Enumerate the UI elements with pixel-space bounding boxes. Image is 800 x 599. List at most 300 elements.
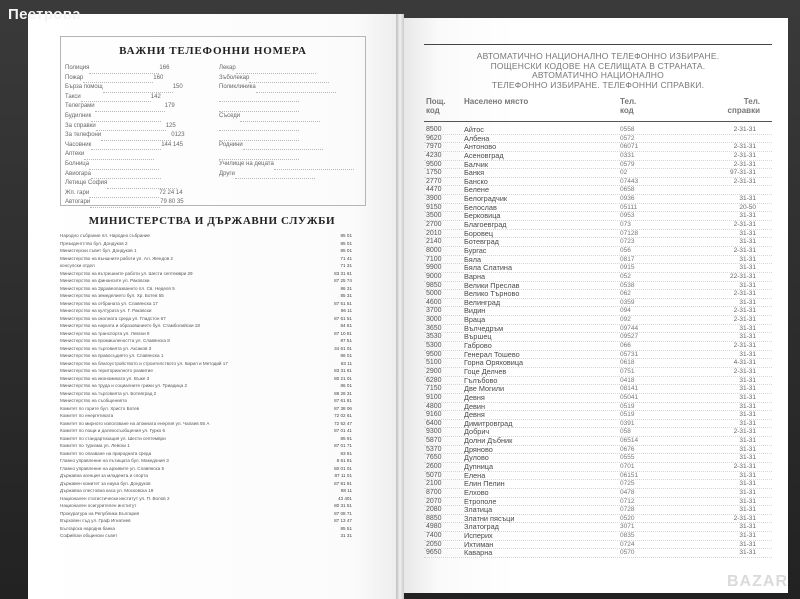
postal-code: 2600 [426,462,442,470]
tel-inquiry: 31-31 [739,195,756,203]
tel-inquiry: 31-31 [739,549,756,557]
tel-inquiry: 20-50 [739,203,756,211]
postal-header [424,52,772,90]
ministry-row [60,442,364,450]
postal-code: 7150 [426,385,442,393]
ministry-phone: 71 41 [340,255,352,261]
postal-code: 9620 [426,134,442,142]
ministry-phone: 87 25 74 [334,278,352,283]
ministry-phone: 87 10 81 [334,330,352,336]
tel-code: 05111 [620,203,638,211]
tel-inquiry: 31-31 [739,255,756,263]
tel-code: 0915 [620,264,635,272]
phone-row [65,93,205,103]
city-name: Елена [464,470,486,480]
tel-code: 056 [620,246,631,254]
postal-code: 9150 [426,203,442,211]
tel-code: 3071 [620,523,635,531]
book-spine [396,14,404,599]
phone-label: За телефони [65,132,102,139]
tel-inquiry: 31-31 [739,376,756,384]
ministry-row [60,262,364,270]
postal-code: 2050 [426,540,442,548]
phone-label: Авиогара [65,170,91,177]
tel-inquiry: 2-31-31 [733,160,756,168]
ministry-phone: 87 61 81 [334,398,352,403]
ministry-phone: 87 13 47 [334,518,352,523]
ministry-name: Министерство на вътрешните работи ул. Шести септември 29 [60,270,193,276]
ministry-name: Министерство на културата ул. Г. Раковски [60,308,152,313]
ministry-row [60,420,364,428]
ministry-row [60,315,364,323]
phone-label: За справки [65,122,96,129]
postal-code: 2770 [426,177,442,185]
tel-code: 0558 [620,126,635,133]
tel-code: 09744 [620,324,639,332]
postal-code: 7400 [426,532,442,540]
tel-inquiry: 31-31 [739,393,756,401]
tel-inquiry: 22-31-31 [729,272,756,280]
tel-code: 0570 [620,549,635,557]
city-name: Златни пясъци [464,513,515,523]
city-name: Албена [464,133,490,143]
city-name: Велинград [464,297,501,307]
tel-code: 07128 [620,229,639,237]
postal-code: 2900 [426,367,442,375]
phone-row [65,122,205,132]
tel-code: 0359 [620,298,635,306]
phone-list-left [65,64,205,208]
ministry-phone: 86 31 [340,285,352,291]
ministry-row [60,472,364,480]
ministry-phone: 86 01 [340,353,352,358]
tel-code: 07443 [620,177,639,185]
postal-code: 8850 [426,514,442,522]
tel-inquiry: 2-31-31 [733,126,756,133]
phone-row [65,198,205,208]
tel-code: 0725 [620,480,635,488]
city-name: Дряново [464,444,493,454]
ministry-name: Министерство на отбраната ул. Славянска 17 [60,300,158,306]
ministry-name: Комитет по стандартизация ул. Шести септември [60,435,166,441]
city-name: Белоградчик [464,194,508,204]
tel-inquiry: 31-31 [739,411,756,419]
ministry-name: Комитет по пощи и далекосъобщения ул. Гурко 6 [60,428,166,433]
tel-code: 062 [620,290,631,298]
city-name: Антоново [464,142,497,152]
tel-code: 0835 [620,532,635,540]
phone-label: Болница [65,160,90,167]
tel-inquiry: 2-31-31 [733,367,756,375]
ministry-row [60,397,364,405]
postal-code: 9160 [426,411,442,419]
phone-label: Телеграми [65,103,95,110]
phone-label: Бърза помощ [65,84,103,91]
tel-code: 09527 [620,333,639,341]
postal-code: 5100 [426,359,442,367]
phone-label: Пожар [65,74,84,81]
ministry-phone: 86 01 [340,383,352,388]
ministry-name: Министерство на труда и социалните грижи ул. Триадица 2 [60,383,187,388]
city-name: Долни Дъбник [464,436,513,446]
ministry-name: Министерство на търговията ул. Аксаков 3 [60,345,152,351]
ministry-phone: 86 11 [340,308,352,313]
ministry-name: консулски отдел [60,263,95,268]
ministry-phone: 80 01 01 [334,465,352,471]
phone-label: Часовник [65,141,92,148]
tel-code: 092 [620,316,631,324]
ministry-phone: 8 61 81 [336,458,352,463]
city-name: Айтос [464,125,484,134]
ministry-row [60,405,364,413]
tel-code: 0658 [620,186,635,194]
tel-code: 0418 [620,376,635,384]
ministry-name: Министерство на правосъдието ул. Славянска 1 [60,353,164,358]
postal-code: 7970 [426,143,442,151]
ministry-name: Министерски съвет бул. Дондуков 1 [60,248,137,253]
city-name: Балчик [464,159,489,169]
postal-code: 3650 [426,324,442,332]
phone-value: 166 [159,65,170,71]
tel-inquiry: 31-31 [739,229,756,237]
ministry-phone: 84 81 [340,323,352,328]
tel-code: 094 [620,307,631,315]
city-name: Белене [464,185,490,195]
ministry-row [60,240,364,248]
ministries-title: МИНИСТЕРСТВА И ДЪРЖАВНИ СЛУЖБИ [88,215,336,227]
tel-code: 0520 [620,514,635,522]
ministry-name: Министерство на териториалното развитие [60,368,153,373]
postal-code: 5370 [426,445,442,453]
phone-row [65,141,205,151]
phone-row [219,160,361,170]
phone-value: 125 [165,122,176,129]
tel-inquiry: 31-31 [739,488,756,496]
tel-code: 05731 [620,350,639,358]
city-name: Димитровград [464,418,513,428]
tel-code: 0712 [620,497,635,505]
tel-code: 02 [620,169,628,177]
ministry-phone: 85 91 [340,435,352,441]
ministry-row [60,495,364,503]
phone-row [65,102,205,112]
ministry-phone: 85 01 [340,240,352,246]
tel-code: 052 [620,272,631,280]
tel-code: 066 [620,342,631,350]
tel-inquiry: 31-31 [739,281,756,289]
city-name: Бяла [464,254,482,264]
tel-inquiry: 31-31 [739,454,756,462]
phone-row [219,141,361,151]
postal-code: 9500 [426,160,442,168]
postal-code: 6400 [426,419,442,427]
phone-row [219,83,361,93]
table-row [424,549,772,558]
city-name: Гоце Делчев [464,366,507,376]
postal-code: 9000 [426,272,442,280]
ministry-phone: 87 38 06 [334,405,352,411]
postal-code: 3900 [426,195,442,203]
phone-label: Други [219,170,235,177]
ministry-name: Министерство на икономиката ул. Въже 3 [60,375,150,381]
ministry-name: Министерство на съобщенията [60,398,127,403]
tel-inquiry: 2-31-31 [733,290,756,298]
phone-row [65,74,205,84]
phone-label: Зъболекар [219,74,250,81]
city-name: Златоград [464,522,499,532]
postal-code: 9100 [426,393,442,401]
tel-code: 0817 [620,255,635,263]
tel-inquiry: 31-31 [739,324,756,332]
ministry-row [60,360,364,368]
postal-code: 4600 [426,298,442,306]
tel-inquiry: 97-31-31 [729,169,756,177]
tel-code: 0728 [620,506,635,514]
ministry-name: Главно управление на архивите ул. Славянска 5 [60,465,165,471]
phone-row [65,170,205,180]
ministries-list [60,232,364,540]
ministry-name: Министерство на промишлеността ул. Славянска 8 [60,338,170,343]
city-name: Бяла Слатина [464,263,513,273]
tel-code: 08141 [620,385,639,393]
tel-code: 0519 [620,402,635,410]
ministry-name: Национален статистически институт ул. П. Волов 2 [60,495,170,501]
city-name: Белослав [464,202,497,212]
postal-code: 9500 [426,350,442,358]
tel-inquiry: 31-31 [739,402,756,410]
phone-row [219,112,361,122]
ministry-phone: 87 81 91 [334,480,352,486]
tel-code: 0618 [620,359,635,367]
phone-label: Аптеки [65,151,85,158]
postal-header-line: АВТОМАТИЧНО НАЦИОНАЛНО [532,70,664,81]
city-name: Берковица [464,211,501,221]
tel-inquiry: 31-31 [739,523,756,531]
city-name: Вършец [464,332,492,342]
tel-inquiry: 31-31 [739,437,756,445]
ministry-name: Държавна агенция за младежта и спорта [60,473,148,478]
postal-code: 3530 [426,333,442,341]
ministry-row [60,232,364,240]
ministry-row [60,255,364,263]
ministry-row [60,412,364,420]
tel-inquiry: 31-31 [739,480,756,488]
postal-code: 2140 [426,238,442,246]
ministry-row [60,375,364,383]
ministry-name: Комитет по мирното използване на атомната енергия ул. Чапаев 55 А [60,420,210,426]
tel-inquiry: 31-31 [739,506,756,514]
phone-row [219,64,361,74]
phone-row [65,83,205,93]
ministry-phone: 72 02 61 [334,413,352,418]
tel-code: 0519 [620,411,635,419]
bazar-logo [727,573,788,591]
ministry-phone: 85 01 [340,248,352,253]
phone-list-right [219,64,361,179]
ministry-phone: 80 21 01 [334,375,352,381]
ministry-row [60,427,364,435]
postal-code: 9650 [426,549,442,557]
tel-inquiry: 2-31-31 [733,246,756,254]
phone-row [219,150,361,160]
city-name: Добрич [464,427,490,437]
phone-row [219,102,361,112]
city-name: Каварна [464,548,493,558]
tel-code: 0751 [620,367,635,375]
tel-code: 06151 [620,471,639,479]
ministry-phone: 87 51 51 [334,300,352,306]
tel-code: 0701 [620,462,635,470]
ministry-phone: 72 62 47 [334,420,352,426]
ministry-row [60,390,364,398]
tel-code: 0723 [620,238,635,246]
city-name: Видин [464,306,486,316]
tel-inquiry: 31-31 [739,385,756,393]
phone-value: 144 145 [161,141,183,148]
ministry-name: Главно управление на пътищата бул. Македония 3 [60,458,169,463]
ministry-row [60,510,364,518]
ministry-name: Министерство на търговията ул. Ботевград 2 [60,390,157,396]
tel-inquiry: 2-31-31 [733,177,756,185]
tel-inquiry: 31-31 [739,497,756,505]
phone-value: 72 24 14 [159,189,183,196]
ministry-phone: 71 31 [340,263,352,268]
city-name: Ихтиман [464,539,494,549]
ministry-name: Министерство на благоустройството и строителството ул. Кирил и Методий 17 [60,360,228,366]
postal-code: 8700 [426,488,442,496]
postal-header-line: ПОЩЕНСКИ КОДОВЕ НА СЕЛИЩАТА В СТРАНАТА. [490,60,706,71]
postal-header-line: АВТОМАТИЧНО НАЦИОНАЛНО ТЕЛЕФОННО ИЗБИРАНЕ. [476,51,720,61]
postal-code: 5000 [426,290,442,298]
ministry-row [60,300,364,308]
postal-code: 5070 [426,471,442,479]
tel-inquiry: 2-31-31 [733,316,756,324]
col-header-tel-inquiries: Тел. справки [727,97,760,115]
postal-code: 4470 [426,186,442,194]
phone-value: 160 [153,74,164,81]
watermark-text: Пеетрова [8,6,81,23]
city-name: Велики Преслав [464,280,520,290]
col-header-tel-code: Тел. код [620,97,637,115]
phone-label: Училище на децата [219,160,274,167]
tel-inquiry: 2-31-31 [733,143,756,151]
tel-inquiry: 31-31 [739,333,756,341]
ministry-row [60,270,364,278]
city-name: Благоевград [464,220,507,230]
phone-value: 179 [164,103,175,110]
tel-inquiry: 31-31 [739,350,756,358]
header-bottom-rule [424,121,772,122]
ministry-row [60,247,364,255]
phone-value: 150 [172,84,183,91]
phone-row [219,93,361,103]
tel-inquiry: 2-31-31 [733,221,756,229]
tel-code: 0331 [620,151,635,159]
postal-code: 9850 [426,281,442,289]
ministry-row [60,337,364,345]
ministry-phone: 88 11 [340,488,352,493]
ministry-phone: 87 08 71 [334,510,352,516]
city-name: Враца [464,315,486,325]
phone-label: Роднини [219,141,243,148]
ministry-row [60,435,364,443]
city-name: Генерал Тошево [464,349,520,359]
ministry-row [60,292,364,300]
ministry-name: Министерство на финансите ул. Раковски [60,278,150,283]
tel-inquiry: 4-31-31 [733,359,756,367]
ministry-row [60,487,364,495]
postal-code: 3700 [426,307,442,315]
tel-code: 0936 [620,195,635,203]
ministry-name: Комитет по туризма ул. Левски 1 [60,443,130,448]
col-header-postal-code: Пощ. код [426,97,446,115]
ministry-name: Върховен съд ул. Граф Игнатиев [60,518,131,523]
phone-label: Будилник [65,112,92,119]
tel-code: 0478 [620,488,635,496]
ministry-row [60,450,364,458]
ministry-phone: 83 11 [340,360,352,366]
tel-inquiry: 2-31-31 [733,151,756,159]
ministry-phone: 80 31 51 [334,503,352,508]
important-numbers-box [60,36,366,206]
ministry-row [60,480,364,488]
ministry-phone: 85 51 [340,525,352,531]
tel-code: 0538 [620,281,635,289]
tel-code: 06071 [620,143,639,151]
ministry-name: Държавна спестовна каса ул. Московска 19 [60,488,154,493]
ministry-phone: 87 01 71 [334,443,352,448]
city-name: Дулово [464,453,489,463]
postal-code: 3500 [426,212,442,220]
tel-inquiry: 31-31 [739,419,756,427]
ministry-phone: 83 31 61 [334,368,352,373]
city-name: Ботевград [464,237,499,247]
city-name: Девин [464,401,485,411]
ministry-name: Министерство на земеделието бул. Хр. Ботев 55 [60,293,164,298]
city-name: Златица [464,505,493,515]
ministry-row [60,525,364,533]
leader-dots [235,178,315,179]
ministry-phone: 87 01 41 [334,428,352,433]
city-name: Елин Пелин [464,479,505,489]
postal-code: 9300 [426,428,442,436]
tel-inquiry: 31-31 [739,471,756,479]
city-name: Варна [464,271,486,281]
phone-row [65,189,205,199]
tel-inquiry: 31-31 [739,264,756,272]
ministry-name: Прокуратура на Република България [60,510,140,516]
ministry-phone: 83 81 [340,450,352,456]
ministry-phone: 83 31 61 [334,270,352,276]
ministry-row [60,330,364,338]
ministry-phone: 87 51 [340,338,352,343]
ministry-phone: 34 61 01 [334,345,352,351]
phone-row [65,160,205,170]
city-name: Боровец [464,228,493,238]
postal-header-line: ТЕЛЕФОННО ИЗБИРАНЕ. ТЕЛЕФОННИ СПРАВКИ. [491,79,705,90]
phone-row [65,112,205,122]
postal-code: 2700 [426,221,442,229]
ministry-name: Комитет по горите бул. Христо Ботев [60,405,140,411]
postal-code: 2010 [426,229,442,237]
postal-code: 8500 [426,126,442,133]
postal-code: 5300 [426,342,442,350]
city-name: Две Могили [464,384,505,394]
postal-code: 4230 [426,151,442,159]
phone-row [65,179,205,189]
city-name: Велико Търново [464,289,520,299]
tel-inquiry: 31-31 [739,445,756,453]
